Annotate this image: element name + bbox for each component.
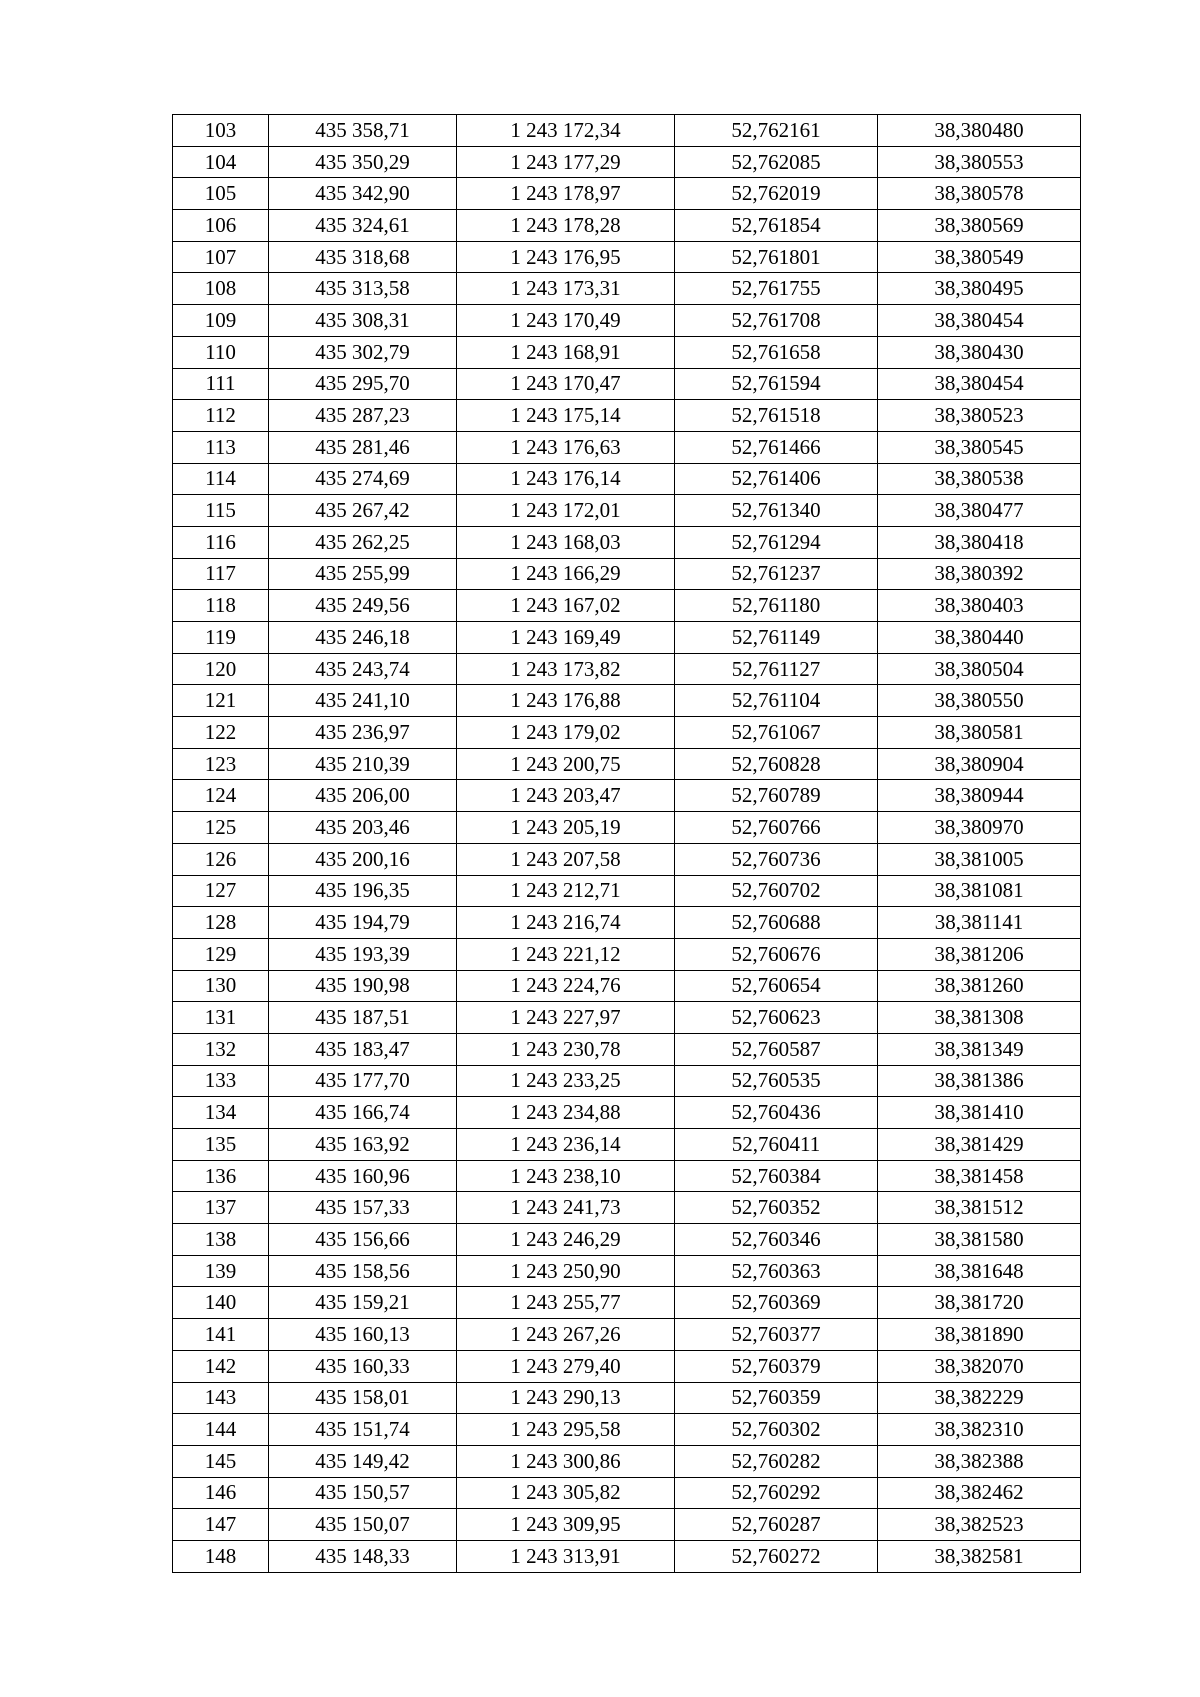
longitude-cell: 38,382229 [878, 1382, 1081, 1414]
point-number-cell: 146 [173, 1477, 269, 1509]
x-coordinate-cell: 435 206,00 [269, 780, 457, 812]
x-coordinate-cell: 435 149,42 [269, 1445, 457, 1477]
x-coordinate-cell: 435 246,18 [269, 622, 457, 654]
x-coordinate-cell: 435 274,69 [269, 463, 457, 495]
longitude-cell: 38,380545 [878, 431, 1081, 463]
y-coordinate-cell: 1 243 221,12 [457, 938, 675, 970]
y-coordinate-cell: 1 243 170,47 [457, 368, 675, 400]
y-coordinate-cell: 1 243 279,40 [457, 1350, 675, 1382]
latitude-cell: 52,761104 [675, 685, 878, 717]
latitude-cell: 52,760688 [675, 907, 878, 939]
latitude-cell: 52,760828 [675, 748, 878, 780]
x-coordinate-cell: 435 308,31 [269, 305, 457, 337]
point-number-cell: 129 [173, 938, 269, 970]
x-coordinate-cell: 435 318,68 [269, 241, 457, 273]
longitude-cell: 38,381890 [878, 1319, 1081, 1351]
x-coordinate-cell: 435 262,25 [269, 526, 457, 558]
point-number-cell: 133 [173, 1065, 269, 1097]
point-number-cell: 138 [173, 1224, 269, 1256]
longitude-cell: 38,380418 [878, 526, 1081, 558]
longitude-cell: 38,382388 [878, 1445, 1081, 1477]
y-coordinate-cell: 1 243 290,13 [457, 1382, 675, 1414]
latitude-cell: 52,760379 [675, 1350, 878, 1382]
y-coordinate-cell: 1 243 176,95 [457, 241, 675, 273]
longitude-cell: 38,381206 [878, 938, 1081, 970]
latitude-cell: 52,762085 [675, 146, 878, 178]
longitude-cell: 38,381349 [878, 1033, 1081, 1065]
table-row [173, 495, 1081, 527]
y-coordinate-cell: 1 243 178,97 [457, 178, 675, 210]
point-number-cell: 145 [173, 1445, 269, 1477]
latitude-cell: 52,761801 [675, 241, 878, 273]
latitude-cell: 52,760272 [675, 1540, 878, 1572]
longitude-cell: 38,380430 [878, 336, 1081, 368]
y-coordinate-cell: 1 243 173,31 [457, 273, 675, 305]
x-coordinate-cell: 435 243,74 [269, 653, 457, 685]
x-coordinate-cell: 435 194,79 [269, 907, 457, 939]
latitude-cell: 52,761854 [675, 210, 878, 242]
x-coordinate-cell: 435 183,47 [269, 1033, 457, 1065]
point-number-cell: 144 [173, 1414, 269, 1446]
latitude-cell: 52,760623 [675, 1002, 878, 1034]
latitude-cell: 52,761658 [675, 336, 878, 368]
latitude-cell: 52,760436 [675, 1097, 878, 1129]
latitude-cell: 52,760346 [675, 1224, 878, 1256]
x-coordinate-cell: 435 358,71 [269, 115, 457, 147]
longitude-cell: 38,381308 [878, 1002, 1081, 1034]
point-number-cell: 114 [173, 463, 269, 495]
point-number-cell: 105 [173, 178, 269, 210]
table-row [173, 1097, 1081, 1129]
point-number-cell: 125 [173, 812, 269, 844]
latitude-cell: 52,761518 [675, 400, 878, 432]
longitude-cell: 38,380538 [878, 463, 1081, 495]
latitude-cell: 52,760352 [675, 1192, 878, 1224]
table-row [173, 368, 1081, 400]
latitude-cell: 52,761180 [675, 590, 878, 622]
x-coordinate-cell: 435 203,46 [269, 812, 457, 844]
y-coordinate-cell: 1 243 255,77 [457, 1287, 675, 1319]
y-coordinate-cell: 1 243 236,14 [457, 1129, 675, 1161]
table-row [173, 1540, 1081, 1572]
y-coordinate-cell: 1 243 176,88 [457, 685, 675, 717]
longitude-cell: 38,380569 [878, 210, 1081, 242]
table-row [173, 1287, 1081, 1319]
point-number-cell: 131 [173, 1002, 269, 1034]
point-number-cell: 109 [173, 305, 269, 337]
table-row [173, 780, 1081, 812]
table-row [173, 1033, 1081, 1065]
latitude-cell: 52,760702 [675, 875, 878, 907]
point-number-cell: 111 [173, 368, 269, 400]
point-number-cell: 107 [173, 241, 269, 273]
latitude-cell: 52,760369 [675, 1287, 878, 1319]
longitude-cell: 38,381005 [878, 843, 1081, 875]
table-row [173, 1509, 1081, 1541]
x-coordinate-cell: 435 281,46 [269, 431, 457, 463]
x-coordinate-cell: 435 150,57 [269, 1477, 457, 1509]
x-coordinate-cell: 435 166,74 [269, 1097, 457, 1129]
latitude-cell: 52,760282 [675, 1445, 878, 1477]
y-coordinate-cell: 1 243 177,29 [457, 146, 675, 178]
x-coordinate-cell: 435 249,56 [269, 590, 457, 622]
x-coordinate-cell: 435 287,23 [269, 400, 457, 432]
point-number-cell: 127 [173, 875, 269, 907]
table-row [173, 1002, 1081, 1034]
y-coordinate-cell: 1 243 250,90 [457, 1255, 675, 1287]
x-coordinate-cell: 435 193,39 [269, 938, 457, 970]
y-coordinate-cell: 1 243 203,47 [457, 780, 675, 812]
table-row [173, 463, 1081, 495]
coordinate-table-body [173, 115, 1081, 1573]
point-number-cell: 110 [173, 336, 269, 368]
latitude-cell: 52,760654 [675, 970, 878, 1002]
longitude-cell: 38,380578 [878, 178, 1081, 210]
latitude-cell: 52,761755 [675, 273, 878, 305]
longitude-cell: 38,382462 [878, 1477, 1081, 1509]
table-row [173, 1129, 1081, 1161]
y-coordinate-cell: 1 243 176,63 [457, 431, 675, 463]
point-number-cell: 148 [173, 1540, 269, 1572]
longitude-cell: 38,381410 [878, 1097, 1081, 1129]
latitude-cell: 52,760384 [675, 1160, 878, 1192]
point-number-cell: 126 [173, 843, 269, 875]
table-row [173, 875, 1081, 907]
x-coordinate-cell: 435 255,99 [269, 558, 457, 590]
table-row [173, 1414, 1081, 1446]
point-number-cell: 106 [173, 210, 269, 242]
point-number-cell: 137 [173, 1192, 269, 1224]
table-row [173, 748, 1081, 780]
x-coordinate-cell: 435 160,13 [269, 1319, 457, 1351]
latitude-cell: 52,761466 [675, 431, 878, 463]
longitude-cell: 38,380944 [878, 780, 1081, 812]
x-coordinate-cell: 435 187,51 [269, 1002, 457, 1034]
point-number-cell: 141 [173, 1319, 269, 1351]
longitude-cell: 38,380454 [878, 368, 1081, 400]
table-row [173, 1255, 1081, 1287]
longitude-cell: 38,380480 [878, 115, 1081, 147]
longitude-cell: 38,381429 [878, 1129, 1081, 1161]
longitude-cell: 38,382070 [878, 1350, 1081, 1382]
table-row [173, 1224, 1081, 1256]
point-number-cell: 113 [173, 431, 269, 463]
table-row [173, 843, 1081, 875]
point-number-cell: 124 [173, 780, 269, 812]
table-row [173, 431, 1081, 463]
point-number-cell: 115 [173, 495, 269, 527]
latitude-cell: 52,760411 [675, 1129, 878, 1161]
point-number-cell: 103 [173, 115, 269, 147]
longitude-cell: 38,381260 [878, 970, 1081, 1002]
latitude-cell: 52,760736 [675, 843, 878, 875]
point-number-cell: 118 [173, 590, 269, 622]
table-row [173, 1382, 1081, 1414]
table-row [173, 590, 1081, 622]
point-number-cell: 119 [173, 622, 269, 654]
y-coordinate-cell: 1 243 170,49 [457, 305, 675, 337]
longitude-cell: 38,381386 [878, 1065, 1081, 1097]
latitude-cell: 52,760676 [675, 938, 878, 970]
point-number-cell: 120 [173, 653, 269, 685]
y-coordinate-cell: 1 243 216,74 [457, 907, 675, 939]
longitude-cell: 38,380550 [878, 685, 1081, 717]
longitude-cell: 38,381720 [878, 1287, 1081, 1319]
y-coordinate-cell: 1 243 179,02 [457, 717, 675, 749]
table-row [173, 812, 1081, 844]
latitude-cell: 52,761237 [675, 558, 878, 590]
latitude-cell: 52,761149 [675, 622, 878, 654]
table-row [173, 400, 1081, 432]
table-row [173, 717, 1081, 749]
x-coordinate-cell: 435 157,33 [269, 1192, 457, 1224]
table-row [173, 938, 1081, 970]
longitude-cell: 38,380504 [878, 653, 1081, 685]
longitude-cell: 38,380440 [878, 622, 1081, 654]
longitude-cell: 38,381081 [878, 875, 1081, 907]
y-coordinate-cell: 1 243 178,28 [457, 210, 675, 242]
point-number-cell: 135 [173, 1129, 269, 1161]
x-coordinate-cell: 435 158,01 [269, 1382, 457, 1414]
point-number-cell: 130 [173, 970, 269, 1002]
x-coordinate-cell: 435 150,07 [269, 1509, 457, 1541]
y-coordinate-cell: 1 243 241,73 [457, 1192, 675, 1224]
y-coordinate-cell: 1 243 233,25 [457, 1065, 675, 1097]
table-row [173, 1160, 1081, 1192]
y-coordinate-cell: 1 243 167,02 [457, 590, 675, 622]
x-coordinate-cell: 435 151,74 [269, 1414, 457, 1446]
point-number-cell: 112 [173, 400, 269, 432]
latitude-cell: 52,760363 [675, 1255, 878, 1287]
table-row [173, 1192, 1081, 1224]
y-coordinate-cell: 1 243 200,75 [457, 748, 675, 780]
x-coordinate-cell: 435 342,90 [269, 178, 457, 210]
x-coordinate-cell: 435 148,33 [269, 1540, 457, 1572]
longitude-cell: 38,381141 [878, 907, 1081, 939]
table-row [173, 273, 1081, 305]
table-row [173, 526, 1081, 558]
latitude-cell: 52,760302 [675, 1414, 878, 1446]
latitude-cell: 52,760359 [675, 1382, 878, 1414]
longitude-cell: 38,381512 [878, 1192, 1081, 1224]
x-coordinate-cell: 435 324,61 [269, 210, 457, 242]
x-coordinate-cell: 435 302,79 [269, 336, 457, 368]
point-number-cell: 142 [173, 1350, 269, 1382]
table-row [173, 558, 1081, 590]
latitude-cell: 52,761127 [675, 653, 878, 685]
latitude-cell: 52,762019 [675, 178, 878, 210]
table-row [173, 210, 1081, 242]
y-coordinate-cell: 1 243 207,58 [457, 843, 675, 875]
y-coordinate-cell: 1 243 234,88 [457, 1097, 675, 1129]
point-number-cell: 122 [173, 717, 269, 749]
y-coordinate-cell: 1 243 238,10 [457, 1160, 675, 1192]
table-row [173, 178, 1081, 210]
x-coordinate-cell: 435 210,39 [269, 748, 457, 780]
y-coordinate-cell: 1 243 267,26 [457, 1319, 675, 1351]
table-row [173, 241, 1081, 273]
latitude-cell: 52,760766 [675, 812, 878, 844]
y-coordinate-cell: 1 243 172,34 [457, 115, 675, 147]
latitude-cell: 52,761406 [675, 463, 878, 495]
table-row [173, 970, 1081, 1002]
table-row [173, 1445, 1081, 1477]
point-number-cell: 143 [173, 1382, 269, 1414]
longitude-cell: 38,380392 [878, 558, 1081, 590]
point-number-cell: 147 [173, 1509, 269, 1541]
longitude-cell: 38,380477 [878, 495, 1081, 527]
table-row [173, 115, 1081, 147]
table-row [173, 1477, 1081, 1509]
y-coordinate-cell: 1 243 309,95 [457, 1509, 675, 1541]
point-number-cell: 117 [173, 558, 269, 590]
y-coordinate-cell: 1 243 172,01 [457, 495, 675, 527]
table-row [173, 1319, 1081, 1351]
latitude-cell: 52,760587 [675, 1033, 878, 1065]
latitude-cell: 52,760292 [675, 1477, 878, 1509]
table-row [173, 622, 1081, 654]
point-number-cell: 136 [173, 1160, 269, 1192]
y-coordinate-cell: 1 243 168,91 [457, 336, 675, 368]
y-coordinate-cell: 1 243 305,82 [457, 1477, 675, 1509]
table-row [173, 1350, 1081, 1382]
longitude-cell: 38,380581 [878, 717, 1081, 749]
point-number-cell: 132 [173, 1033, 269, 1065]
table-row [173, 1065, 1081, 1097]
x-coordinate-cell: 435 267,42 [269, 495, 457, 527]
latitude-cell: 52,760535 [675, 1065, 878, 1097]
x-coordinate-cell: 435 160,96 [269, 1160, 457, 1192]
x-coordinate-cell: 435 190,98 [269, 970, 457, 1002]
longitude-cell: 38,381580 [878, 1224, 1081, 1256]
y-coordinate-cell: 1 243 169,49 [457, 622, 675, 654]
longitude-cell: 38,382581 [878, 1540, 1081, 1572]
table-row [173, 653, 1081, 685]
latitude-cell: 52,761294 [675, 526, 878, 558]
y-coordinate-cell: 1 243 313,91 [457, 1540, 675, 1572]
point-number-cell: 108 [173, 273, 269, 305]
point-number-cell: 140 [173, 1287, 269, 1319]
latitude-cell: 52,760377 [675, 1319, 878, 1351]
x-coordinate-cell: 435 295,70 [269, 368, 457, 400]
longitude-cell: 38,380495 [878, 273, 1081, 305]
latitude-cell: 52,762161 [675, 115, 878, 147]
longitude-cell: 38,381458 [878, 1160, 1081, 1192]
x-coordinate-cell: 435 160,33 [269, 1350, 457, 1382]
latitude-cell: 52,760789 [675, 780, 878, 812]
point-number-cell: 121 [173, 685, 269, 717]
latitude-cell: 52,761340 [675, 495, 878, 527]
x-coordinate-cell: 435 158,56 [269, 1255, 457, 1287]
table-row [173, 907, 1081, 939]
y-coordinate-cell: 1 243 173,82 [457, 653, 675, 685]
x-coordinate-cell: 435 241,10 [269, 685, 457, 717]
table-row [173, 685, 1081, 717]
longitude-cell: 38,380454 [878, 305, 1081, 337]
y-coordinate-cell: 1 243 166,29 [457, 558, 675, 590]
table-row [173, 146, 1081, 178]
x-coordinate-cell: 435 177,70 [269, 1065, 457, 1097]
y-coordinate-cell: 1 243 224,76 [457, 970, 675, 1002]
y-coordinate-cell: 1 243 212,71 [457, 875, 675, 907]
point-number-cell: 139 [173, 1255, 269, 1287]
table-row [173, 336, 1081, 368]
x-coordinate-cell: 435 156,66 [269, 1224, 457, 1256]
y-coordinate-cell: 1 243 175,14 [457, 400, 675, 432]
x-coordinate-cell: 435 313,58 [269, 273, 457, 305]
x-coordinate-cell: 435 200,16 [269, 843, 457, 875]
y-coordinate-cell: 1 243 300,86 [457, 1445, 675, 1477]
latitude-cell: 52,761067 [675, 717, 878, 749]
latitude-cell: 52,761594 [675, 368, 878, 400]
latitude-cell: 52,761708 [675, 305, 878, 337]
x-coordinate-cell: 435 159,21 [269, 1287, 457, 1319]
y-coordinate-cell: 1 243 205,19 [457, 812, 675, 844]
longitude-cell: 38,380403 [878, 590, 1081, 622]
y-coordinate-cell: 1 243 295,58 [457, 1414, 675, 1446]
x-coordinate-cell: 435 163,92 [269, 1129, 457, 1161]
longitude-cell: 38,380553 [878, 146, 1081, 178]
point-number-cell: 116 [173, 526, 269, 558]
table-row [173, 305, 1081, 337]
x-coordinate-cell: 435 196,35 [269, 875, 457, 907]
y-coordinate-cell: 1 243 246,29 [457, 1224, 675, 1256]
longitude-cell: 38,380523 [878, 400, 1081, 432]
longitude-cell: 38,380904 [878, 748, 1081, 780]
latitude-cell: 52,760287 [675, 1509, 878, 1541]
y-coordinate-cell: 1 243 168,03 [457, 526, 675, 558]
longitude-cell: 38,382523 [878, 1509, 1081, 1541]
longitude-cell: 38,380549 [878, 241, 1081, 273]
x-coordinate-cell: 435 350,29 [269, 146, 457, 178]
longitude-cell: 38,381648 [878, 1255, 1081, 1287]
longitude-cell: 38,382310 [878, 1414, 1081, 1446]
y-coordinate-cell: 1 243 230,78 [457, 1033, 675, 1065]
coordinate-table [172, 114, 1081, 1573]
y-coordinate-cell: 1 243 227,97 [457, 1002, 675, 1034]
point-number-cell: 104 [173, 146, 269, 178]
point-number-cell: 123 [173, 748, 269, 780]
y-coordinate-cell: 1 243 176,14 [457, 463, 675, 495]
point-number-cell: 134 [173, 1097, 269, 1129]
x-coordinate-cell: 435 236,97 [269, 717, 457, 749]
point-number-cell: 128 [173, 907, 269, 939]
longitude-cell: 38,380970 [878, 812, 1081, 844]
